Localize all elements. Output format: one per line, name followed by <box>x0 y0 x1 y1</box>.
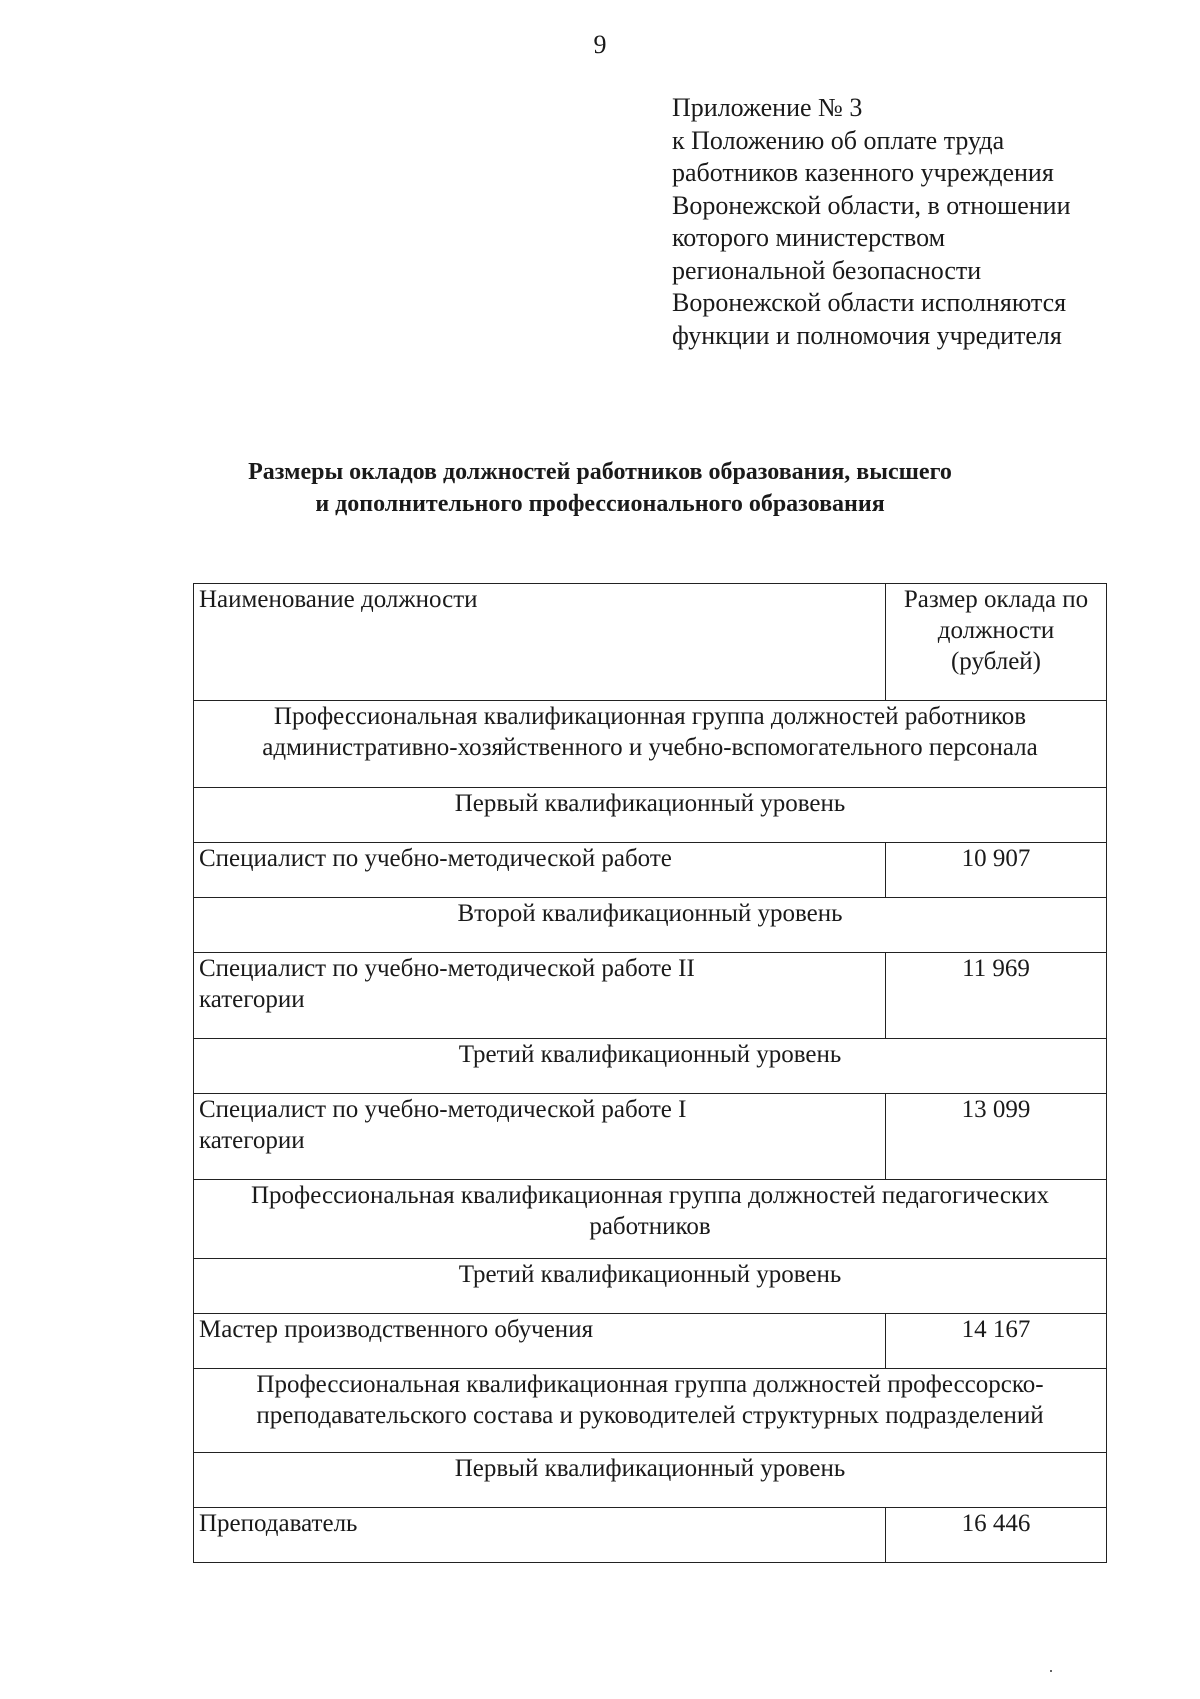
qualification-level: Третий квалификационный уровень <box>194 1039 1107 1094</box>
qualification-group <box>194 701 1107 788</box>
table-row <box>194 953 1107 1039</box>
position-name <box>194 843 886 898</box>
table-group-row <box>194 1180 1107 1259</box>
group-line: Профессиональная квалификационная группа должностей работников <box>273 703 1027 730</box>
position-name-line: Преподаватель <box>199 1510 358 1537</box>
group-line: Профессиональная квалификационная группа должностей педагогических <box>251 1182 1049 1209</box>
group-line: преподавательского состава и руководителей структурных подразделений <box>256 1402 1044 1429</box>
table-row <box>194 1508 1107 1563</box>
qualification-group <box>194 1369 1107 1453</box>
position-name-line: категории <box>199 1127 305 1154</box>
group-line: работников <box>589 1213 711 1240</box>
salary-value: 16 446 <box>886 1508 1107 1563</box>
group-line: административно-хозяйственного и учебно-вспомогательного персонала <box>262 734 1038 761</box>
group-line: Профессиональная квалификационная группа должностей профессорско- <box>256 1371 1044 1398</box>
appendix-line: региональной безопасности <box>672 255 982 285</box>
position-name-line: Специалист по учебно-методической работе <box>199 845 672 872</box>
salary-value: 11 969 <box>886 953 1107 1039</box>
header-salary-line: (рублей) <box>950 648 1042 675</box>
qualification-level: Первый квалификационный уровень <box>194 788 1107 843</box>
table-header-row <box>194 584 1107 701</box>
scan-speck <box>1050 1670 1052 1672</box>
table-level-row <box>194 1039 1107 1094</box>
position-name-line: Специалист по учебно-методической работе II <box>199 955 695 982</box>
position-name-line: категории <box>199 986 305 1013</box>
appendix-note <box>672 92 1122 352</box>
header-salary-line: должности <box>937 617 1055 644</box>
table-group-row <box>194 1369 1107 1453</box>
appendix-line: Воронежской области, в отношении <box>672 190 1071 220</box>
document-title-line: Размеры окладов должностей работников образования, высшего <box>248 459 952 485</box>
table-row <box>194 843 1107 898</box>
position-name <box>194 1314 886 1369</box>
qualification-level: Третий квалификационный уровень <box>194 1259 1107 1314</box>
table-group-row <box>194 701 1107 788</box>
position-name <box>194 1508 886 1563</box>
document-title-line: и дополнительного профессионального образования <box>315 491 885 517</box>
qualification-group <box>194 1180 1107 1259</box>
position-name-line: Специалист по учебно-методической работе I <box>199 1096 687 1123</box>
appendix-line: Воронежской области исполняются <box>672 288 1067 317</box>
table-level-row <box>194 898 1107 953</box>
appendix-line: к Положению об оплате труда <box>672 125 1005 155</box>
salary-table <box>193 583 1107 1563</box>
position-name <box>194 953 886 1039</box>
salary-value: 14 167 <box>886 1314 1107 1369</box>
table-level-row <box>194 788 1107 843</box>
position-name-line: Мастер производственного обучения <box>199 1316 594 1343</box>
appendix-line: функции и полномочия учредителя <box>672 320 1062 350</box>
table-row <box>194 1094 1107 1180</box>
appendix-line: работников казенного учреждения <box>672 158 1054 187</box>
appendix-line: Приложение № 3 <box>672 93 863 122</box>
appendix-line: которого министерством <box>672 223 946 252</box>
header-salary <box>886 584 1107 701</box>
salary-value: 10 907 <box>886 843 1107 898</box>
table-row <box>194 1314 1107 1369</box>
qualification-level: Второй квалификационный уровень <box>194 898 1107 953</box>
header-position-name: Наименование должности <box>194 584 886 701</box>
position-name <box>194 1094 886 1180</box>
salary-value: 13 099 <box>886 1094 1107 1180</box>
qualification-level: Первый квалификационный уровень <box>194 1453 1107 1508</box>
page-number: 9 <box>593 30 607 59</box>
table-level-row <box>194 1259 1107 1314</box>
table-level-row <box>194 1453 1107 1508</box>
document-title <box>0 456 1200 520</box>
header-salary-line: Размер оклада по <box>903 586 1089 613</box>
